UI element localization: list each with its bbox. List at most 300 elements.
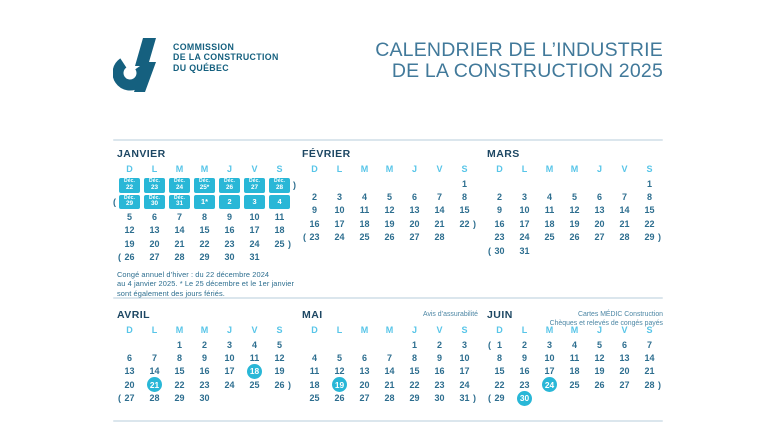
date-cell — [352, 351, 377, 364]
date-cell — [167, 365, 192, 378]
date-number: 6 — [361, 353, 367, 364]
box-date-number: 30 — [150, 200, 159, 208]
date-cell — [452, 190, 477, 203]
date-number: 9 — [226, 211, 232, 222]
weekday-letter: M — [200, 325, 209, 335]
vacation-date-box — [194, 195, 215, 210]
empty-cell — [327, 338, 352, 351]
date-cell — [242, 338, 267, 351]
date-cell — [512, 338, 537, 351]
date-cell — [267, 338, 292, 351]
weekday-letter: V — [251, 164, 258, 174]
date-cell — [142, 237, 167, 250]
date-cell — [327, 217, 352, 230]
date-cell — [167, 338, 192, 351]
month-annotation — [550, 310, 663, 328]
date-cell — [452, 351, 477, 364]
note-line: sont également des jours fériés. — [117, 288, 225, 298]
date-number: 26 — [384, 232, 395, 243]
vacation-date-box — [169, 178, 190, 193]
date-cell — [352, 204, 377, 217]
date-number: 12 — [569, 205, 580, 216]
date-cell — [267, 365, 292, 378]
date-cell — [612, 217, 637, 230]
date-cell — [142, 224, 167, 237]
week-row — [487, 392, 665, 405]
date-cell — [587, 231, 612, 244]
date-cell — [537, 338, 562, 351]
date-cell — [487, 365, 512, 378]
date-number: 23 — [309, 232, 320, 243]
date-number: 23 — [434, 379, 445, 390]
date-cell — [327, 351, 352, 364]
week-row — [302, 190, 480, 203]
date-number: 2 — [496, 192, 502, 203]
empty-cell — [267, 250, 292, 263]
date-number: 9 — [521, 353, 527, 364]
date-number: 18 — [359, 218, 370, 229]
month-grid — [302, 177, 480, 244]
date-number: 23 — [199, 379, 210, 390]
date-number: 2 — [436, 339, 442, 350]
date-number: 23 — [494, 232, 505, 243]
month-grid — [487, 177, 665, 257]
box-date-number: 3 — [252, 197, 257, 207]
week-row — [302, 351, 480, 364]
week-row — [117, 338, 295, 351]
date-number: 9 — [201, 353, 207, 364]
weekday-letter: D — [126, 164, 133, 174]
date-number: 14 — [149, 366, 160, 377]
date-cell — [377, 351, 402, 364]
date-number: 31 — [459, 393, 470, 404]
date-number: 17 — [519, 218, 530, 229]
week-row — [487, 231, 665, 244]
weekday-letter: M — [570, 164, 579, 174]
date-cell — [117, 378, 142, 391]
date-cell — [302, 378, 327, 391]
weekday-letter: J — [596, 325, 602, 335]
date-number: 12 — [384, 205, 395, 216]
date-cell — [402, 231, 427, 244]
date-cell — [217, 351, 242, 364]
empty-cell — [452, 231, 477, 244]
empty-cell — [402, 177, 427, 190]
week-row — [487, 244, 665, 257]
date-cell — [562, 231, 587, 244]
date-cell — [217, 338, 242, 351]
weekday-letter: L — [151, 164, 158, 174]
empty-cell — [587, 392, 612, 405]
date-cell — [352, 231, 377, 244]
date-cell — [562, 365, 587, 378]
date-cell — [637, 378, 662, 391]
weekday-header-row — [117, 164, 295, 177]
vacation-date-box — [269, 178, 290, 193]
week-row — [302, 392, 480, 405]
date-number: 4 — [571, 339, 577, 350]
date-number: 8 — [646, 192, 652, 203]
weekday-letter: M — [175, 325, 184, 335]
date-number: 16 — [224, 225, 235, 236]
date-number: 14 — [619, 205, 630, 216]
date-cell — [142, 210, 167, 223]
date-cell — [242, 224, 267, 237]
holiday-circle: 30 — [517, 391, 532, 406]
empty-cell — [487, 177, 512, 190]
weekday-header-row — [302, 164, 480, 177]
weekday-letter: L — [336, 325, 343, 335]
date-cell — [142, 351, 167, 364]
week-row — [487, 204, 665, 217]
date-number: 17 — [249, 225, 260, 236]
date-cell — [587, 204, 612, 217]
weekday-letter: S — [646, 325, 653, 335]
date-number: 14 — [644, 353, 655, 364]
pay-period-close-paren: ) — [288, 379, 291, 390]
date-cell — [192, 224, 217, 237]
date-cell — [487, 231, 512, 244]
logo-line: COMMISSION — [173, 42, 235, 52]
vacation-date-box — [244, 178, 265, 193]
empty-cell — [537, 177, 562, 190]
weekday-letter: J — [226, 164, 232, 174]
vacation-date-box — [269, 195, 290, 210]
date-number: 8 — [201, 211, 207, 222]
pay-period-close-paren: ) — [293, 180, 296, 191]
logo-line: DU QUÉBEC — [173, 62, 229, 73]
date-cell — [377, 392, 402, 405]
date-number: 26 — [569, 232, 580, 243]
vacation-date-box — [144, 195, 165, 210]
box-date-number: 31 — [175, 200, 184, 208]
date-number: 1 — [646, 178, 652, 189]
weekday-letter: L — [521, 325, 528, 335]
weekday-letter: D — [311, 325, 318, 335]
date-cell — [562, 378, 587, 391]
date-cell — [487, 190, 512, 203]
date-number: 20 — [149, 238, 160, 249]
december-box-cell — [167, 177, 192, 194]
date-number: 8 — [496, 353, 502, 364]
vacation-date-box — [244, 195, 265, 210]
date-cell — [452, 177, 477, 190]
date-number: 5 — [571, 192, 577, 203]
date-cell — [192, 237, 217, 250]
weekday-letter: M — [200, 164, 209, 174]
date-number: 22 — [199, 238, 210, 249]
date-number: 7 — [151, 353, 157, 364]
date-number: 16 — [199, 366, 210, 377]
date-number: 7 — [176, 211, 182, 222]
date-number: 25 — [569, 379, 580, 390]
weekday-letter: J — [411, 325, 417, 335]
weekday-letter: J — [596, 164, 602, 174]
divider-line — [113, 139, 663, 141]
date-number: 20 — [124, 379, 135, 390]
weekday-letter: D — [311, 164, 318, 174]
pay-period-close-paren: ) — [658, 232, 661, 243]
date-cell — [192, 338, 217, 351]
holiday-date-cell — [242, 365, 267, 378]
date-cell — [117, 365, 142, 378]
date-cell — [612, 204, 637, 217]
weekday-header-row — [117, 325, 295, 338]
weekday-letter: M — [360, 164, 369, 174]
date-number: 22 — [459, 218, 470, 229]
date-cell — [587, 338, 612, 351]
date-number: 7 — [646, 339, 652, 350]
date-cell — [562, 217, 587, 230]
date-cell — [327, 231, 352, 244]
december-box-cell — [242, 194, 267, 211]
month-grid — [302, 338, 480, 405]
box-month-label: Déc. — [124, 194, 135, 201]
pay-period-open-paren: ( — [488, 245, 491, 256]
date-number: 24 — [334, 232, 345, 243]
box-month-label: Déc. — [149, 194, 160, 201]
date-number: 13 — [359, 366, 370, 377]
empty-cell — [217, 392, 242, 405]
date-number: 5 — [386, 192, 392, 203]
week-row — [302, 365, 480, 378]
box-month-label: Déc. — [174, 194, 185, 201]
box-date-number: 25* — [199, 183, 210, 191]
note-line: au 4 janvier 2025. * Le 25 décembre et le 1er janvier — [117, 279, 295, 289]
date-number: 18 — [309, 379, 320, 390]
weekday-letter: L — [336, 164, 343, 174]
weekday-letter: J — [411, 164, 417, 174]
date-number: 28 — [644, 379, 655, 390]
empty-cell — [352, 177, 377, 190]
pay-period-open-paren: ( — [118, 252, 121, 263]
date-cell — [217, 250, 242, 263]
date-cell — [302, 365, 327, 378]
date-number: 9 — [311, 205, 317, 216]
weekday-letter: S — [461, 325, 468, 335]
date-number: 12 — [274, 353, 285, 364]
date-number: 10 — [544, 353, 555, 364]
date-cell — [377, 217, 402, 230]
date-cell — [377, 378, 402, 391]
box-month-label: Déc. — [124, 178, 135, 185]
date-number: 11 — [274, 211, 285, 222]
date-number: 6 — [151, 211, 157, 222]
empty-cell — [562, 177, 587, 190]
box-month-label: Déc. — [274, 178, 285, 185]
date-cell — [217, 378, 242, 391]
pay-period-open-paren: ( — [118, 393, 121, 404]
box-month-label: Déc. — [224, 178, 235, 185]
date-cell — [612, 231, 637, 244]
date-number: 16 — [494, 218, 505, 229]
note-line: Congé annuel d’hiver : du 22 décembre 2024 — [117, 269, 270, 279]
date-number: 19 — [594, 366, 605, 377]
box-date-number: 27 — [250, 183, 259, 191]
date-cell — [217, 224, 242, 237]
date-number: 1 — [176, 339, 182, 350]
empty-cell — [302, 177, 327, 190]
date-number: 24 — [459, 379, 470, 390]
date-cell — [637, 231, 662, 244]
week-row — [117, 378, 295, 391]
holiday-circle: 18 — [247, 364, 262, 379]
date-cell — [302, 231, 327, 244]
date-number: 8 — [461, 192, 467, 203]
date-number: 7 — [386, 353, 392, 364]
empty-cell — [142, 338, 167, 351]
date-cell — [612, 338, 637, 351]
date-number: 3 — [521, 192, 527, 203]
week-row — [117, 237, 295, 250]
date-cell — [167, 392, 192, 405]
date-number: 15 — [494, 366, 505, 377]
date-cell — [402, 351, 427, 364]
ccq-logo-icon — [113, 36, 163, 94]
date-cell — [427, 231, 452, 244]
date-number: 10 — [224, 353, 235, 364]
date-number: 27 — [409, 232, 420, 243]
date-number: 28 — [434, 232, 445, 243]
date-number: 9 — [496, 205, 502, 216]
month-title: JUIN — [487, 309, 513, 321]
date-cell — [167, 210, 192, 223]
box-month-label: Déc. — [174, 178, 185, 185]
weekday-letter: M — [545, 164, 554, 174]
date-cell — [452, 217, 477, 230]
date-number: 14 — [174, 225, 185, 236]
date-cell — [587, 365, 612, 378]
weekday-letter: V — [251, 325, 258, 335]
ccq-logo-text — [173, 42, 279, 94]
december-box-cell — [113, 194, 142, 211]
weekday-letter: V — [436, 164, 443, 174]
date-cell — [637, 351, 662, 364]
date-number: 22 — [494, 379, 505, 390]
date-cell — [487, 378, 512, 391]
date-cell — [612, 378, 637, 391]
date-cell — [217, 237, 242, 250]
date-cell — [192, 250, 217, 263]
weekday-letter: S — [461, 164, 468, 174]
box-date-number: 23 — [150, 183, 159, 191]
date-number: 11 — [569, 353, 580, 364]
date-cell — [427, 190, 452, 203]
annotation-line: Avis d’assurabilité — [422, 311, 478, 318]
empty-cell — [352, 338, 377, 351]
date-cell — [452, 392, 477, 405]
month-mars — [487, 148, 665, 263]
date-cell — [537, 231, 562, 244]
december-box-cell — [142, 194, 167, 211]
date-number: 27 — [149, 252, 160, 263]
date-cell — [487, 217, 512, 230]
december-box-cell — [217, 194, 242, 211]
week-row — [487, 190, 665, 203]
date-number: 24 — [249, 238, 260, 249]
weekday-letter: D — [496, 164, 503, 174]
date-cell — [562, 351, 587, 364]
december-box-cell — [217, 177, 242, 194]
date-number: 28 — [619, 232, 630, 243]
box-date-number: 28 — [275, 183, 284, 191]
date-number: 21 — [619, 218, 630, 229]
date-number: 25 — [309, 393, 320, 404]
date-number: 18 — [274, 225, 285, 236]
date-number: 13 — [619, 353, 630, 364]
date-number: 19 — [384, 218, 395, 229]
date-cell — [377, 365, 402, 378]
empty-cell — [537, 244, 562, 257]
date-cell — [167, 351, 192, 364]
empty-cell — [242, 392, 267, 405]
date-cell — [267, 351, 292, 364]
weekday-letter: M — [570, 325, 579, 335]
date-number: 28 — [384, 393, 395, 404]
week-row — [302, 231, 480, 244]
december-box-cell — [117, 177, 142, 194]
month-grid — [113, 177, 296, 264]
date-number: 4 — [311, 353, 317, 364]
date-number: 5 — [336, 353, 342, 364]
date-number: 22 — [174, 379, 185, 390]
annotation-line: Cartes MÉDIC Construction — [577, 311, 663, 318]
date-number: 12 — [334, 366, 345, 377]
date-number: 15 — [199, 225, 210, 236]
pay-period-close-paren: ) — [473, 393, 476, 404]
date-cell — [142, 250, 167, 263]
december-box-cell — [267, 194, 292, 211]
date-cell — [327, 190, 352, 203]
date-cell — [512, 378, 537, 391]
date-cell — [242, 378, 267, 391]
date-number: 21 — [644, 366, 655, 377]
week-row — [487, 351, 665, 364]
date-cell — [377, 190, 402, 203]
date-number: 15 — [459, 205, 470, 216]
empty-cell — [587, 244, 612, 257]
date-cell — [377, 204, 402, 217]
weekday-letter: D — [126, 325, 133, 335]
month-title: MAI — [302, 309, 323, 321]
date-cell — [637, 177, 662, 190]
empty-cell — [562, 392, 587, 405]
date-cell — [192, 392, 217, 405]
date-cell — [167, 378, 192, 391]
date-cell — [587, 378, 612, 391]
date-cell — [512, 190, 537, 203]
weekday-letter: M — [385, 164, 394, 174]
date-cell — [562, 204, 587, 217]
date-cell — [427, 392, 452, 405]
date-number: 29 — [494, 393, 505, 404]
page-title — [375, 40, 663, 81]
date-number: 3 — [226, 339, 232, 350]
week-row — [302, 338, 480, 351]
date-number: 22 — [409, 379, 420, 390]
holiday-date-cell — [537, 378, 562, 391]
date-number: 20 — [619, 366, 630, 377]
december-box-cell — [192, 177, 217, 194]
date-number: 11 — [249, 353, 260, 364]
date-number: 17 — [544, 366, 555, 377]
date-cell — [537, 365, 562, 378]
date-number: 16 — [309, 218, 320, 229]
date-number: 13 — [124, 366, 135, 377]
box-date-number: 2 — [227, 197, 232, 207]
empty-cell — [267, 392, 292, 405]
month-title: JANVIER — [117, 148, 166, 160]
